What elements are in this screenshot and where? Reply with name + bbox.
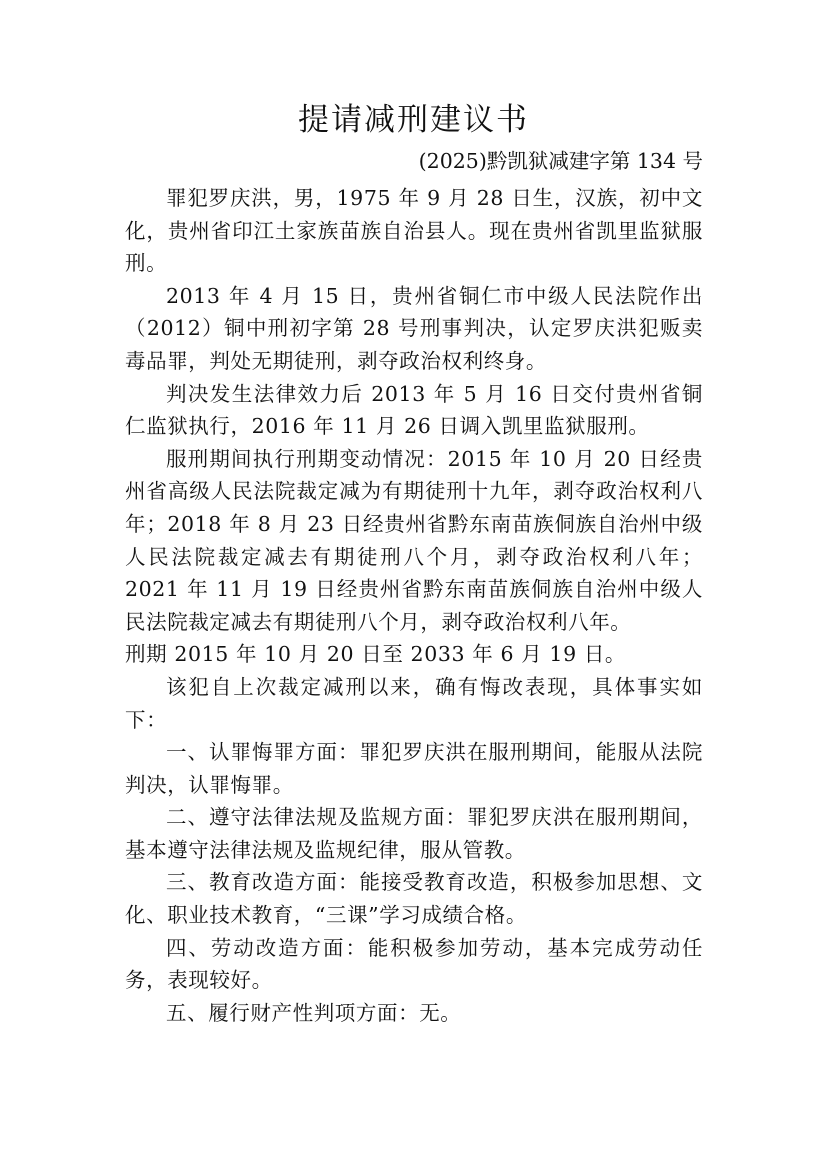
paragraph-original-judgment: 2013 年 4 月 15 日，贵州省铜仁市中级人民法院作出（2012）铜中刑初字第 28 号刑事判决，认定罗庆洪犯贩卖毒品罪，判处无期徒刑，剥夺政治权利终身。 xyxy=(125,283,703,373)
paragraph-sentence-term: 刑期 2015 年 10 月 20 日至 2033 年 6 月 19 日。 xyxy=(125,642,627,667)
paragraph-item-4: 四、劳动改造方面：能积极参加劳动，基本完成劳动任务，表现较好。 xyxy=(125,935,703,993)
paragraph-item-1: 一、认罪悔罪方面：罪犯罗庆洪在服刑期间，能服从法院判决，认罪悔罪。 xyxy=(125,740,703,797)
paragraph-item-3: 三、教育改造方面：能接受教育改造，积极参加思想、文化、职业技术教育，“三课”学习成绩合格。 xyxy=(125,870,703,928)
paragraph-sentence-changes: 服刑期间执行刑期变动情况：2015 年 10 月 20 日经贵州省高级人民法院裁定减为有期徒刑十九年，剥夺政治权利八年；2018 年 8 月 23 日经贵州省黔东南苗族侗族自治州中级人民法院裁定减去有期徒刑八个月，剥夺政治权利八年；2021 年 11 月 19 日经贵州省黔东南苗族侗族自治州中级人民法院裁定减去有期徒刑八个月，剥夺政治权利八年。 xyxy=(125,446,703,634)
document-number: (2025)黔凯狱减建字第 134 号 xyxy=(418,149,703,173)
paragraph-item-2: 二、遵守法律法规及监规方面：罪犯罗庆洪在服刑期间，基本遵守法律法规及监规纪律，服从管教。 xyxy=(125,805,703,862)
document-body xyxy=(125,182,703,1029)
paragraph-criminal-info: 罪犯罗庆洪，男，1975 年 9 月 28 日生，汉族，初中文化，贵州省印江土家族苗族自治县人。现在贵州省凯里监狱服刑。 xyxy=(125,186,703,276)
paragraph-execution: 判决发生法律效力后 2013 年 5 月 16 日交付贵州省铜仁监狱执行，2016 年 11 月 26 日调入凯里监狱服刑。 xyxy=(125,381,703,439)
paragraph-repentance-intro: 该犯自上次裁定减刑以来，确有悔改表现，具体事实如下： xyxy=(125,674,703,732)
paragraph-item-5: 五、履行财产性判项方面：无。 xyxy=(166,1000,462,1025)
document-title: 提请减刑建议书 xyxy=(298,102,529,138)
